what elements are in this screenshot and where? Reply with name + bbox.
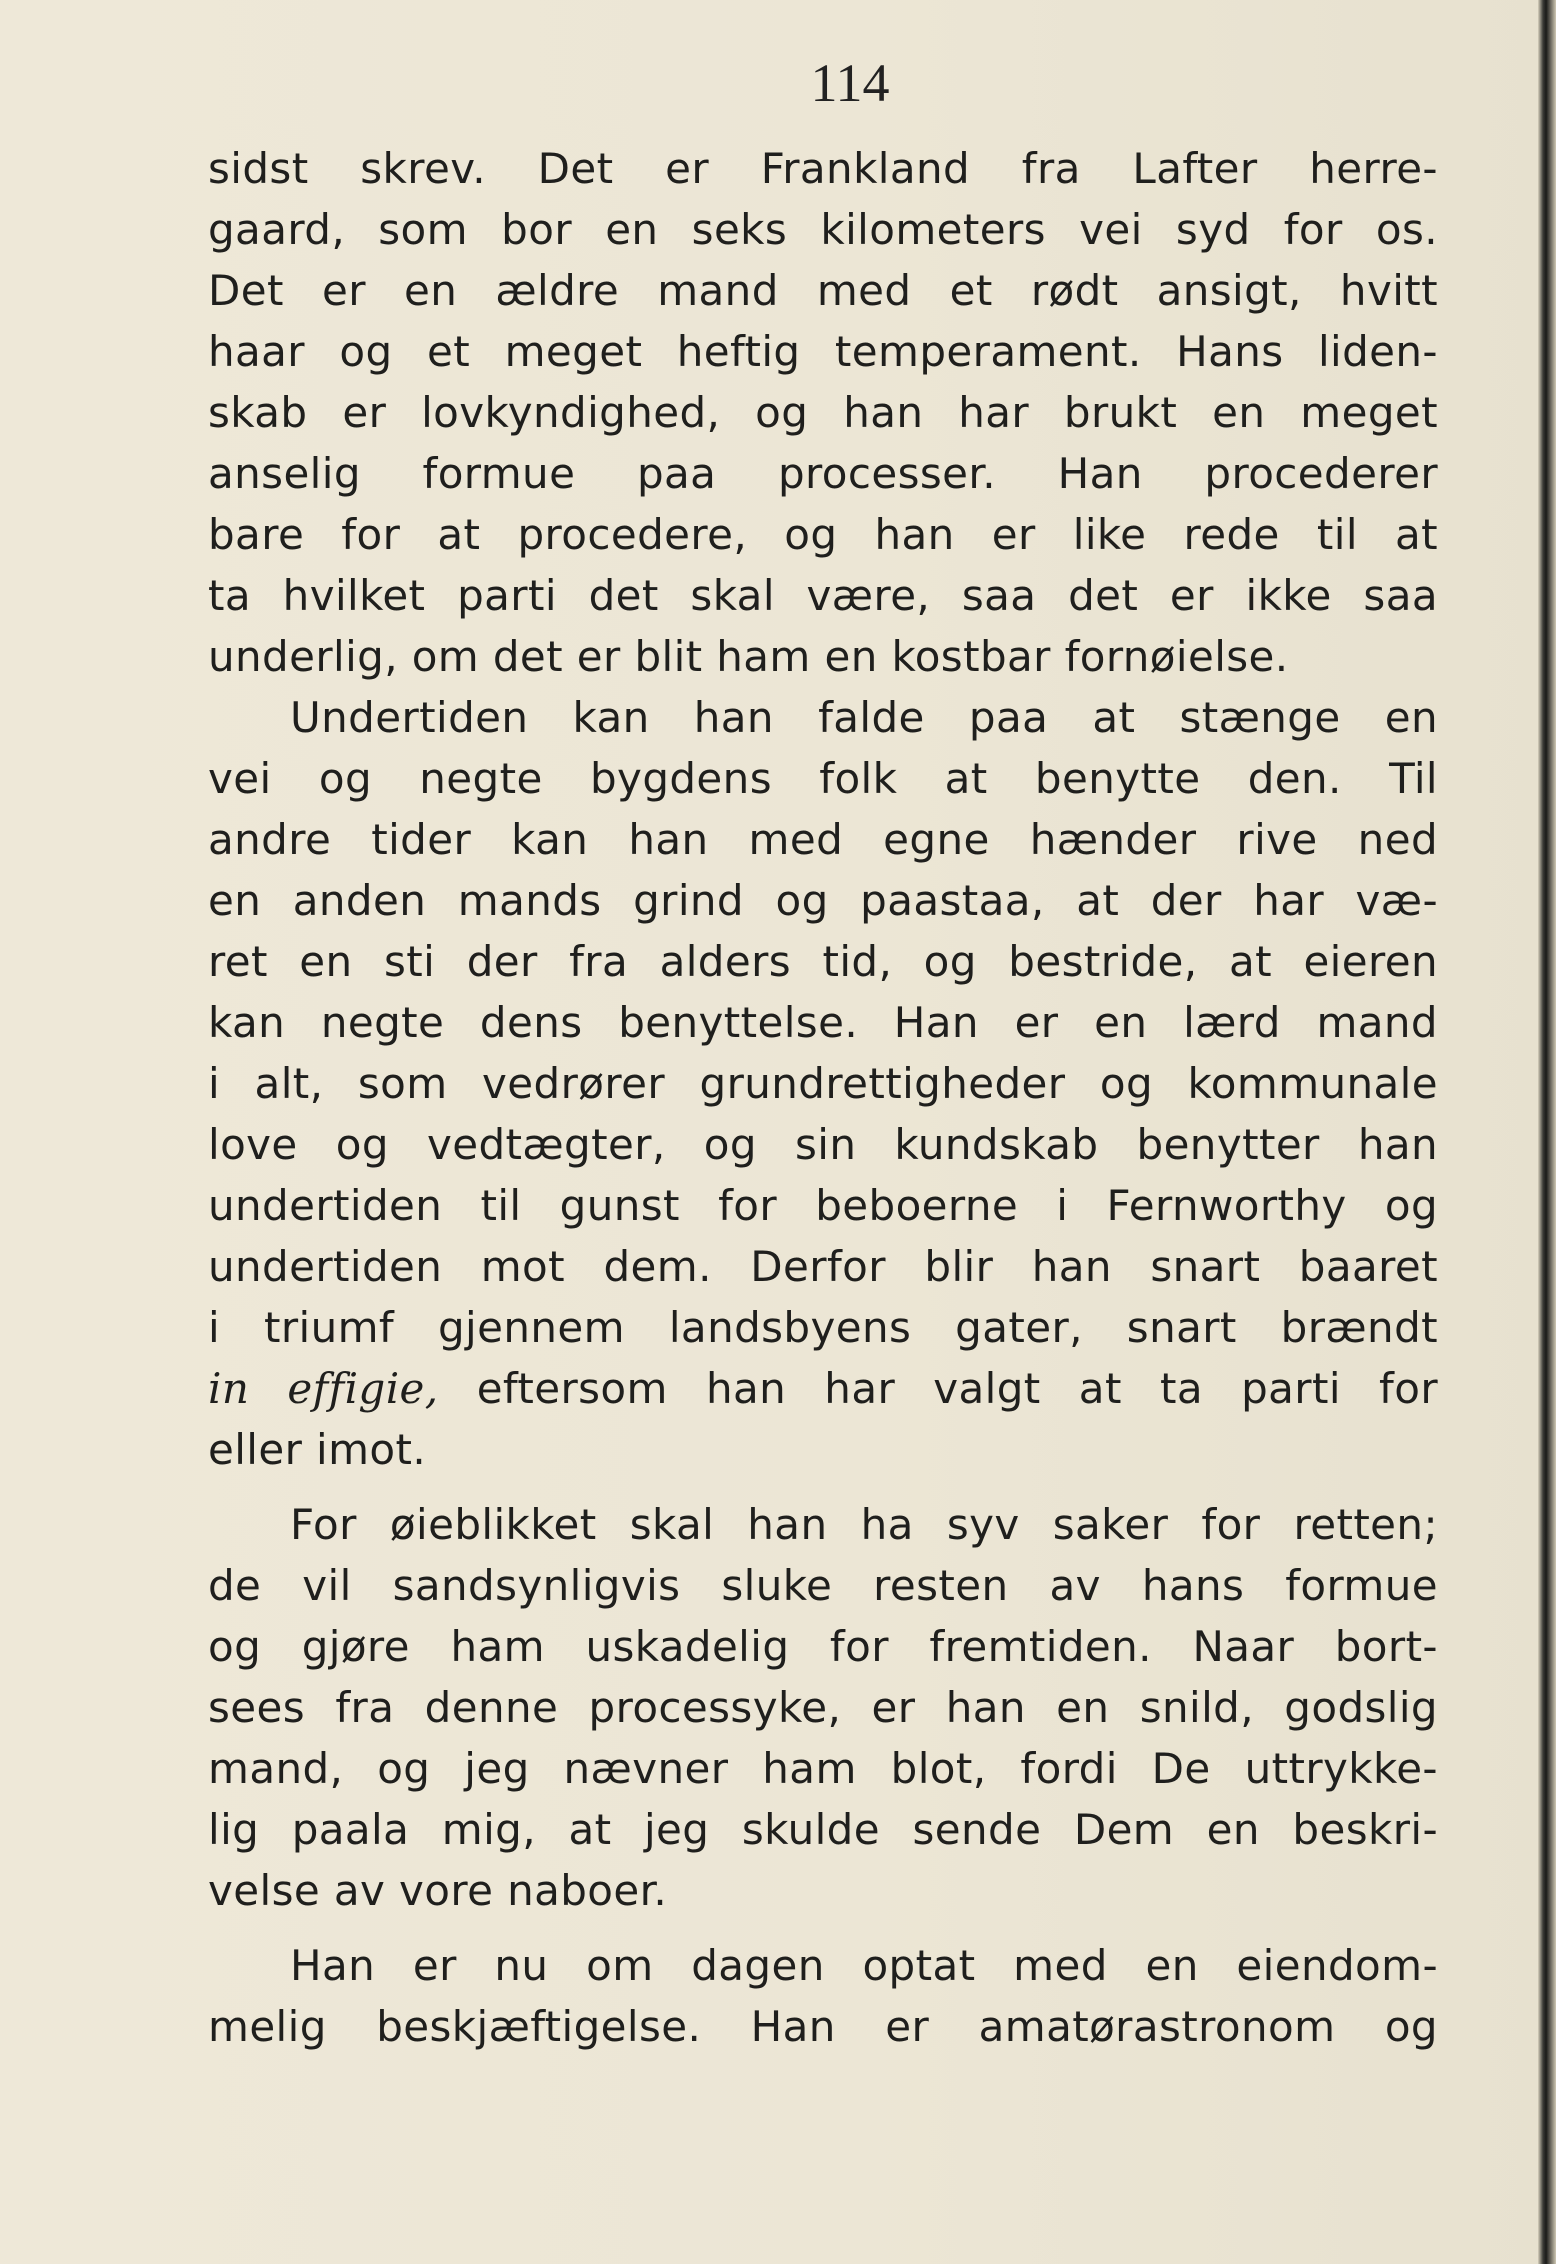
text-line: melig beskjæftigelse. Han er amatørastronom og — [208, 2002, 1438, 2051]
text-line: de vil sandsynligvis sluke resten av hans formue — [208, 1561, 1438, 1610]
text-line: skab er lovkyndighed, og han har brukt en meget — [208, 388, 1438, 437]
text-line: ta hvilket parti det skal være, saa det er ikke saa — [208, 571, 1438, 620]
text-line: velse av vore naboer. — [208, 1866, 668, 1915]
text-line: eller imot. — [208, 1425, 427, 1474]
text-line-rest: eftersom han har valgt at ta parti for — [476, 1364, 1438, 1413]
text-line: haar og et meget heftig temperament. Hans liden- — [208, 327, 1438, 376]
paragraph-gap — [208, 1921, 1438, 1935]
text-line: Han er nu om dagen optat med en eiendom- — [290, 1941, 1438, 1990]
text-line: lig paala mig, at jeg skulde sende Dem en beskri- — [208, 1805, 1438, 1854]
page-edge — [1538, 0, 1556, 2264]
text-line: og gjøre ham uskadelig for fremtiden. Naar bort- — [208, 1622, 1438, 1671]
text-line: i alt, som vedrører grundrettigheder og kommunale — [208, 1059, 1438, 1108]
text-line: bare for at procedere, og han er like rede til at — [208, 510, 1438, 559]
text-line: undertiden mot dem. Derfor blir han snart baaret — [208, 1242, 1438, 1291]
text-line: sidst skrev. Det er Frankland fra Lafter herre- — [208, 144, 1438, 193]
text-line: sees fra denne processyke, er han en snild, godslig — [208, 1683, 1438, 1732]
text-line: andre tider kan han med egne hænder rive ned — [208, 815, 1438, 864]
text-line: love og vedtægter, og sin kundskab benytter han — [208, 1120, 1438, 1169]
text-line: underlig, om det er blit ham en kostbar fornøielse. — [208, 632, 1289, 681]
text-line: undertiden til gunst for beboerne i Fernworthy og — [208, 1181, 1438, 1230]
text-line: en anden mands grind og paastaa, at der har væ- — [208, 876, 1438, 925]
text-line: ret en sti der fra alders tid, og bestride, at eieren — [208, 937, 1438, 986]
text-line: mand, og jeg nævner ham blot, fordi De uttrykke- — [208, 1744, 1438, 1793]
text-line: kan negte dens benyttelse. Han er en lærd mand — [208, 998, 1438, 1047]
text-line: For øieblikket skal han ha syv saker for retten; — [290, 1500, 1438, 1549]
text-line: anselig formue paa processer. Han procederer — [208, 449, 1438, 498]
text-line: i triumf gjennem landsbyens gater, snart brændt — [208, 1303, 1438, 1352]
paragraph-gap — [208, 1480, 1438, 1494]
text-line-mixed — [208, 1358, 1438, 1419]
text-line: Undertiden kan han falde paa at stænge en — [290, 693, 1438, 742]
italic-phrase: in effigie, — [208, 1364, 439, 1413]
body-text — [208, 138, 1438, 2057]
text-line: Det er en ældre mand med et rødt ansigt, hvitt — [208, 266, 1438, 315]
text-line: gaard, som bor en seks kilometers vei syd for os. — [208, 205, 1438, 254]
text-line: vei og negte bygdens folk at benytte den. Til — [208, 754, 1438, 803]
page-number: 114 — [810, 53, 890, 113]
